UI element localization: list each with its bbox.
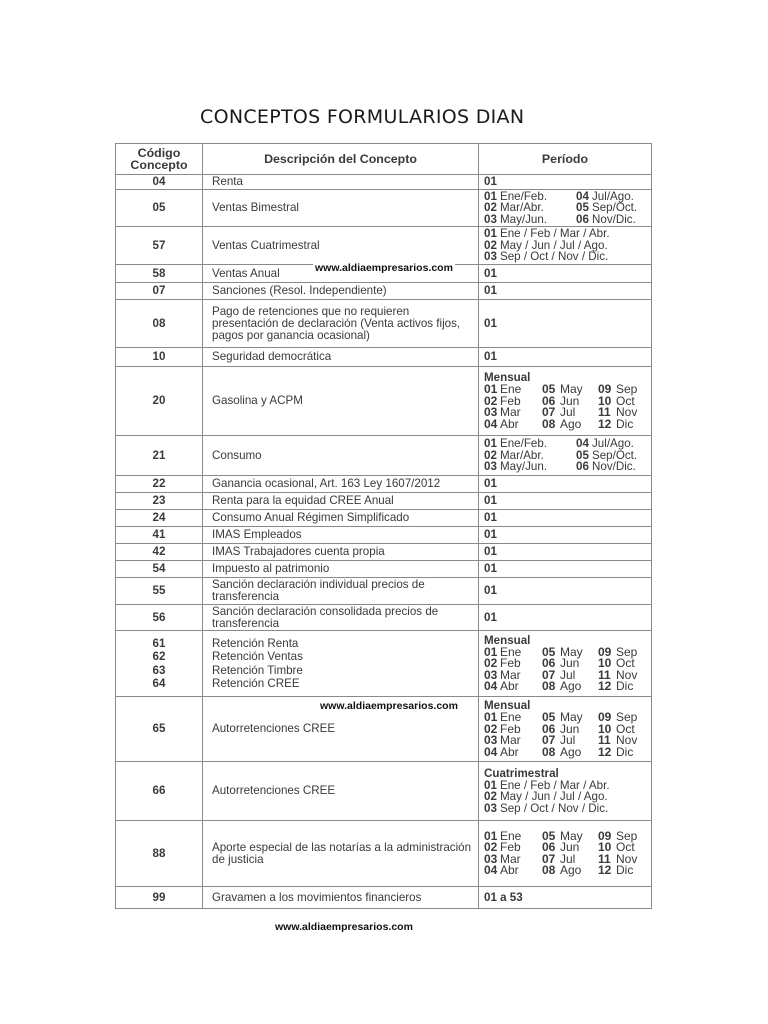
- period-num: 09: [598, 382, 612, 396]
- period-month: Mar: [500, 405, 521, 419]
- concept-description: Aporte especial de las notarías a la administración de justicia: [203, 821, 479, 887]
- concept-code: 22: [116, 476, 203, 493]
- period-months: Ene/Feb.: [500, 437, 548, 451]
- period-months: May/Jun.: [500, 212, 548, 226]
- concept-period: 01: [479, 476, 652, 493]
- period-months: Jul/Ago.: [592, 189, 634, 203]
- period-num: 10: [598, 656, 612, 670]
- period-month: Jun: [560, 393, 580, 408]
- period-month: Nov: [616, 851, 638, 866]
- concept-code: 65: [116, 697, 203, 762]
- period-num: 07: [542, 667, 556, 682]
- concept-code: 08: [116, 300, 203, 348]
- period-months: May/Jun.: [500, 460, 548, 474]
- period-month: May: [560, 828, 583, 843]
- period-heading: Mensual: [484, 699, 531, 712]
- table-row: [116, 605, 652, 631]
- table-row: [116, 631, 652, 697]
- table-row: [116, 476, 652, 493]
- period-month: Jul: [560, 667, 576, 682]
- period-month: Feb: [500, 393, 521, 408]
- period-months: Sep/Oct.: [592, 201, 638, 215]
- period-months: Mar/Abr.: [500, 448, 544, 462]
- period-month: Oct: [616, 656, 635, 670]
- period-month: Sep: [616, 644, 638, 659]
- concept-period: [479, 190, 652, 227]
- period-num: 02: [484, 721, 498, 736]
- concept-description: IMAS Trabajadores cuenta propia: [203, 544, 479, 561]
- period-num: 11: [598, 733, 611, 747]
- period-num: 02: [484, 393, 498, 408]
- header-code: Código Concepto: [116, 144, 203, 175]
- concept-description: Renta: [203, 175, 479, 190]
- period-num: 09: [598, 828, 612, 843]
- period-num: 12: [598, 863, 612, 877]
- period-month: Jul: [560, 851, 576, 866]
- period-months: May / Jun / Jul / Ago.: [500, 238, 608, 252]
- concept-period: [479, 227, 652, 265]
- concept-period: 01 a 53: [479, 887, 652, 909]
- period-month: Ago: [560, 416, 582, 431]
- period-month: May: [560, 644, 583, 659]
- table-row: [116, 493, 652, 510]
- period-num: 07: [542, 733, 556, 747]
- period-num: 10: [598, 393, 612, 408]
- table-row: [116, 283, 652, 300]
- period-num: 01: [484, 828, 498, 843]
- period-num: 05: [542, 710, 556, 724]
- concept-description-item: Retención Ventas: [212, 650, 303, 663]
- table-row: [116, 510, 652, 527]
- period-num: 01: [484, 227, 497, 241]
- period-months: Sep / Oct / Nov / Dic.: [500, 801, 609, 815]
- concept-period: [479, 436, 652, 476]
- concept-code: 05: [116, 190, 203, 227]
- period-month: Abr: [500, 416, 519, 431]
- period-month: Ago: [560, 679, 582, 693]
- concept-code-item: 61: [152, 636, 166, 650]
- period-month: Feb: [500, 656, 521, 670]
- concept-period: 01: [479, 527, 652, 544]
- period-month: Abr: [500, 744, 519, 759]
- table-row: [116, 348, 652, 367]
- period-num: 06: [542, 393, 556, 408]
- period-num: 07: [542, 405, 556, 419]
- concept-period: 01: [479, 493, 652, 510]
- watermark-link: www.aldiaempresarios.com: [315, 262, 453, 274]
- table-row: [116, 190, 652, 227]
- concept-description: Ventas Anual: [203, 265, 479, 283]
- table-row: [116, 544, 652, 561]
- concept-code: 41: [116, 527, 203, 544]
- period-months: Sep/Oct.: [592, 448, 638, 462]
- period-month: Nov: [616, 733, 638, 747]
- concept-period: [479, 821, 652, 887]
- period-month: Mar: [500, 667, 521, 682]
- concept-code: 66: [116, 762, 203, 821]
- table-row: [116, 762, 652, 821]
- period-months: Nov/Dic.: [592, 460, 636, 474]
- period-month: Feb: [500, 840, 521, 854]
- concept-description: Consumo Anual Régimen Simplificado: [203, 510, 479, 527]
- period-month: Jul: [560, 405, 576, 419]
- concept-period: 01: [479, 283, 652, 300]
- period-num: 02: [484, 790, 497, 804]
- period-month: Ene: [500, 644, 522, 659]
- period-num: 12: [598, 744, 612, 759]
- period-months: Ene / Feb / Mar / Abr.: [500, 227, 610, 241]
- period-month: May: [560, 710, 583, 724]
- period-months: Sep / Oct / Nov / Dic.: [500, 250, 609, 264]
- period-num: 01: [484, 644, 498, 659]
- period-num: 04: [484, 744, 498, 759]
- period-month: Oct: [616, 393, 635, 408]
- period-month: Oct: [616, 721, 635, 736]
- period-num: 10: [598, 840, 612, 854]
- concept-period: 01: [479, 605, 652, 631]
- concept-description: Sanciones (Resol. Independiente): [203, 283, 479, 300]
- period-num: 01: [484, 382, 498, 396]
- period-months: Ene/Feb.: [500, 189, 548, 203]
- period-num: 07: [542, 851, 556, 866]
- concept-code: 56: [116, 605, 203, 631]
- period-num: 04: [576, 437, 589, 451]
- concept-period: 01: [479, 510, 652, 527]
- table-row: [116, 887, 652, 909]
- period-line: [484, 865, 648, 877]
- concept-description: Consumo: [203, 436, 479, 476]
- period-month: Feb: [500, 721, 521, 736]
- period-num: 04: [484, 416, 498, 431]
- concept-period: 01: [479, 561, 652, 578]
- concept-code: 55: [116, 578, 203, 605]
- period-month: Ago: [560, 863, 582, 877]
- concept-period: [479, 697, 652, 762]
- period-month: Ene: [500, 382, 522, 396]
- concept-period: 01: [479, 175, 652, 190]
- concept-description: Sanción declaración individual precios de transferencia: [203, 578, 479, 605]
- period-num: 06: [542, 721, 556, 736]
- concept-code: 42: [116, 544, 203, 561]
- period-num: 08: [542, 744, 556, 759]
- concept-code: 23: [116, 493, 203, 510]
- period-num: 05: [576, 448, 589, 462]
- period-num: 04: [484, 679, 498, 693]
- concept-period: 01: [479, 300, 652, 348]
- period-month: Dic: [616, 416, 634, 431]
- period-heading: Mensual: [484, 371, 531, 384]
- concept-code: 04: [116, 175, 203, 190]
- table-row: [116, 561, 652, 578]
- period-num: 04: [484, 863, 498, 877]
- period-month: Nov: [616, 667, 638, 682]
- concept-description-item: Retención CREE: [212, 677, 300, 690]
- period-line: [484, 416, 648, 431]
- period-month: Sep: [616, 382, 638, 396]
- concept-description: Pago de retenciones que no requieren presentación de declaración (Venta activos fijos, pagos por ganancia ocasional): [203, 300, 479, 348]
- period-num: 06: [542, 840, 556, 854]
- period-num: 03: [484, 250, 497, 264]
- concept-description: Ganancia ocasional, Art. 163 Ley 1607/2012: [203, 476, 479, 493]
- period-month: Ene: [500, 710, 522, 724]
- concept-code: 54: [116, 561, 203, 578]
- watermark-link: www.aldiaempresarios.com: [320, 700, 458, 712]
- period-num: 02: [484, 840, 498, 854]
- concept-description: Autorretenciones CREE: [203, 697, 479, 762]
- table-row: [116, 175, 652, 190]
- header-description: Descripción del Concepto: [203, 144, 479, 175]
- period-num: 02: [484, 448, 497, 462]
- period-line: [484, 681, 648, 693]
- period-num: 03: [484, 851, 498, 866]
- table-row: [116, 578, 652, 605]
- concept-period: 01: [479, 544, 652, 561]
- concept-code: 24: [116, 510, 203, 527]
- table-row: [116, 436, 652, 476]
- period-heading: Mensual: [484, 633, 531, 647]
- period-month: Oct: [616, 840, 635, 854]
- period-line: [484, 214, 648, 226]
- period-num: 02: [484, 238, 497, 252]
- concept-code-item: 63: [152, 663, 166, 677]
- period-num: 06: [576, 212, 589, 226]
- concept-code: [116, 631, 203, 697]
- period-num: 09: [598, 710, 612, 724]
- period-num: 03: [484, 460, 497, 474]
- concept-description: Sanción declaración consolidada precios de transferencia: [203, 605, 479, 631]
- period-num: 03: [484, 405, 498, 419]
- period-num: 01: [484, 437, 497, 451]
- concept-period: [479, 367, 652, 436]
- period-month: Dic: [616, 863, 634, 877]
- period-month: Dic: [616, 744, 634, 759]
- concepts-table: [115, 143, 652, 909]
- period-month: Abr: [500, 863, 519, 877]
- period-month: Jun: [560, 721, 580, 736]
- period-num: 11: [598, 405, 611, 419]
- period-num: 01: [484, 189, 497, 203]
- period-num: 06: [542, 656, 556, 670]
- table-row: [116, 527, 652, 544]
- concept-description: Impuesto al patrimonio: [203, 561, 479, 578]
- concept-period: 01: [479, 578, 652, 605]
- period-num: 02: [484, 201, 497, 215]
- period-line: [484, 251, 648, 263]
- concept-code: 10: [116, 348, 203, 367]
- period-num: 03: [484, 733, 498, 747]
- period-num: 03: [484, 667, 498, 682]
- table-row: [116, 367, 652, 436]
- period-num: 10: [598, 721, 612, 736]
- period-month: Dic: [616, 679, 634, 693]
- period-num: 08: [542, 416, 556, 431]
- period-num: 11: [598, 667, 611, 682]
- period-line: [484, 803, 648, 815]
- period-month: Ago: [560, 744, 582, 759]
- concept-period: 01: [479, 265, 652, 283]
- period-month: Sep: [616, 710, 638, 724]
- period-num: 03: [484, 212, 497, 226]
- period-num: 04: [576, 189, 589, 203]
- concept-code: 07: [116, 283, 203, 300]
- header-period: Período: [479, 144, 652, 175]
- period-num: 02: [484, 656, 498, 670]
- table-header-row: [116, 144, 652, 175]
- concept-code: 88: [116, 821, 203, 887]
- period-num: 01: [484, 710, 498, 724]
- period-num: 05: [542, 382, 556, 396]
- concept-code: 20: [116, 367, 203, 436]
- period-months: Mar/Abr.: [500, 201, 544, 215]
- period-month: Abr: [500, 679, 519, 693]
- table-row: [116, 300, 652, 348]
- period-month: Jun: [560, 656, 580, 670]
- period-months: Nov/Dic.: [592, 212, 636, 226]
- concept-description: Renta para la equidad CREE Anual: [203, 493, 479, 510]
- concept-code-item: 64: [152, 677, 166, 690]
- period-num: 01: [484, 778, 497, 792]
- concept-period: 01: [479, 348, 652, 367]
- period-num: 11: [598, 851, 611, 866]
- period-months: Ene / Feb / Mar / Abr.: [500, 778, 610, 792]
- table-row: [116, 821, 652, 887]
- concept-description: Seguridad democrática: [203, 348, 479, 367]
- concept-description: [203, 631, 479, 697]
- period-month: Sep: [616, 828, 638, 843]
- page-title: CONCEPTOS FORMULARIOS DIAN: [200, 106, 525, 128]
- period-line: [484, 461, 648, 473]
- concept-description-item: Retención Renta: [212, 636, 299, 650]
- table-row: [116, 227, 652, 265]
- period-month: Nov: [616, 405, 638, 419]
- concept-code: 58: [116, 265, 203, 283]
- period-month: Jul: [560, 733, 576, 747]
- concept-code: 21: [116, 436, 203, 476]
- period-month: Jun: [560, 840, 580, 854]
- period-num: 09: [598, 644, 612, 659]
- period-month: May: [560, 382, 583, 396]
- period-num: 06: [576, 460, 589, 474]
- concept-period: [479, 631, 652, 697]
- period-num: 12: [598, 679, 612, 693]
- footer-watermark: www.aldiaempresarios.com: [275, 921, 413, 933]
- concept-code: 99: [116, 887, 203, 909]
- period-num: 05: [576, 201, 589, 215]
- period-month: Mar: [500, 733, 521, 747]
- concept-description: Gasolina y ACPM: [203, 367, 479, 436]
- concept-description: IMAS Empleados: [203, 527, 479, 544]
- period-months: May / Jun / Jul / Ago.: [500, 790, 608, 804]
- concept-description-item: Retención Timbre: [212, 663, 303, 677]
- period-num: 08: [542, 863, 556, 877]
- period-heading: Cuatrimestral: [484, 766, 559, 780]
- concept-period: [479, 762, 652, 821]
- concept-description: Ventas Bimestral: [203, 190, 479, 227]
- period-num: 03: [484, 801, 497, 815]
- concept-code: 57: [116, 227, 203, 265]
- period-num: 08: [542, 679, 556, 693]
- period-line: [484, 744, 648, 759]
- period-num: 05: [542, 828, 556, 843]
- concept-description: Gravamen a los movimientos financieros: [203, 887, 479, 909]
- period-num: 05: [542, 644, 556, 659]
- concept-description: Autorretenciones CREE: [203, 762, 479, 821]
- period-month: Ene: [500, 828, 522, 843]
- period-months: Jul/Ago.: [592, 437, 634, 451]
- period-month: Mar: [500, 851, 521, 866]
- period-num: 12: [598, 416, 612, 431]
- concept-code-item: 62: [152, 650, 166, 663]
- concept-description: Ventas Cuatrimestral: [203, 227, 479, 265]
